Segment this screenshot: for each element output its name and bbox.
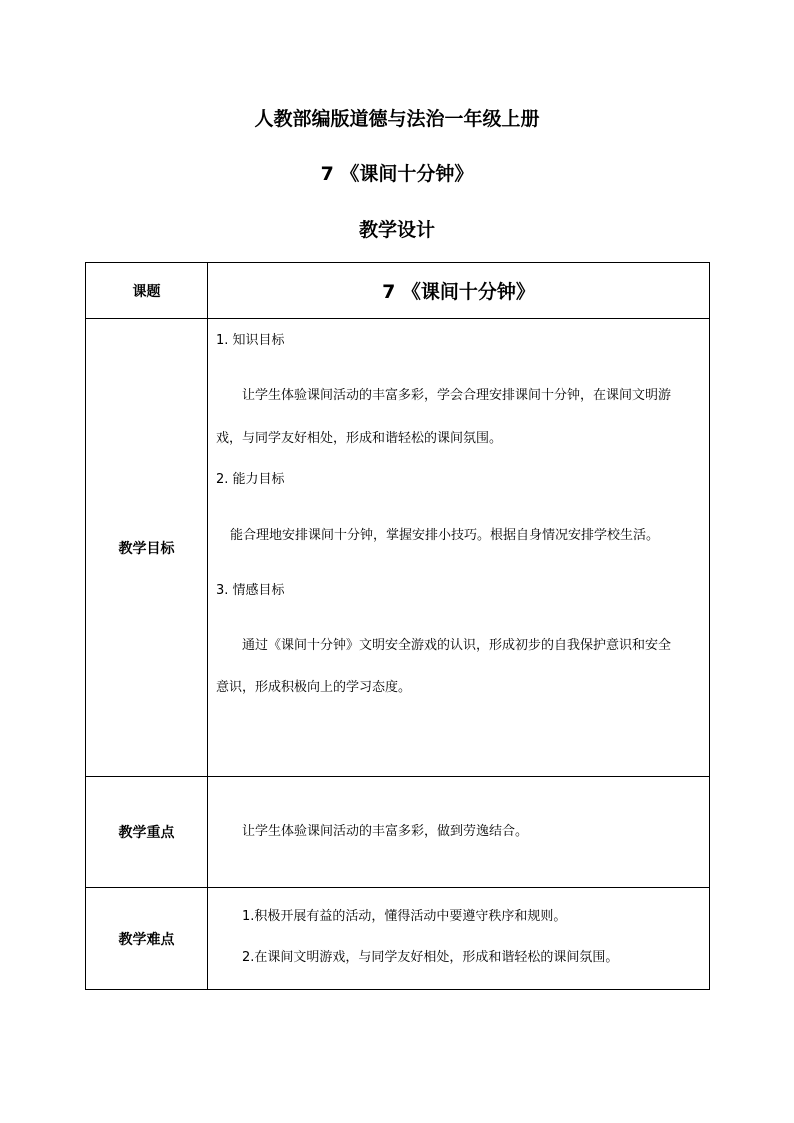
goals-cell	[208, 319, 710, 777]
difficulty-item-2: 2.在课间文明游戏，与同学友好相处，形成和谐轻松的课间氛围。	[242, 950, 619, 965]
emotion-goal-text-2: 意识，形成积极向上的学习态度。	[216, 680, 412, 695]
lesson-plan-table	[85, 262, 710, 990]
table-row-title	[86, 263, 710, 319]
document-title: 人教部编版道德与法治一年级上册	[254, 108, 540, 130]
emotion-goal-text-1: 通过《课间十分钟》文明安全游戏的认识，形成初步的自我保护意识和安全	[242, 638, 672, 653]
difficulty-item-1: 1.积极开展有益的活动，懂得活动中要遵守秩序和规则。	[242, 909, 567, 924]
row-label-goals: 教学目标	[86, 319, 208, 777]
key-points-cell	[208, 777, 710, 888]
ability-goal-heading: 2. 能力目标	[216, 472, 285, 487]
table-row-difficulties	[86, 888, 710, 990]
document-subtitle: 教学设计	[358, 219, 435, 241]
knowledge-goal-text-1: 让学生体验课间活动的丰富多彩，学会合理安排课间十分钟，在课间文明游	[242, 388, 672, 403]
row-label-key-points: 教学重点	[86, 777, 208, 888]
ability-goal-text: 能合理地安排课间十分钟，掌握安排小技巧。根据自身情况安排学校生活。	[230, 528, 660, 543]
knowledge-goal-text-2: 戏，与同学友好相处，形成和谐轻松的课间氛围。	[216, 431, 503, 446]
topic-value: 7 《课间十分钟》	[208, 263, 710, 319]
key-points-text: 让学生体验课间活动的丰富多彩，做到劳逸结合。	[242, 824, 529, 839]
table-row-goals	[86, 319, 710, 777]
row-label-difficulties: 教学难点	[86, 888, 208, 990]
knowledge-goal-heading: 1. 知识目标	[216, 333, 285, 348]
row-label-topic: 课题	[86, 263, 208, 319]
difficulties-cell	[208, 888, 710, 990]
emotion-goal-heading: 3. 情感目标	[216, 583, 285, 598]
table-row-key-points	[86, 777, 710, 888]
lesson-title: 7 《课间十分钟》	[320, 163, 474, 185]
